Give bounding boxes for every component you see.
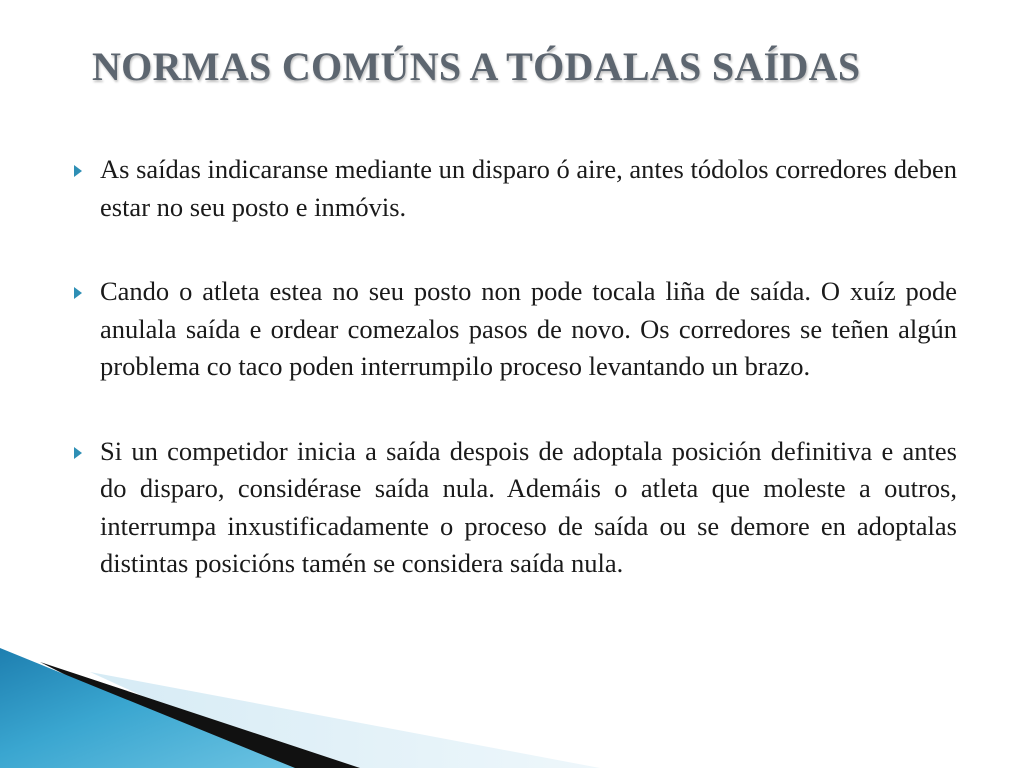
blue-band: [0, 648, 295, 768]
bullet-text: Si un competidor inicia a saída despois de adoptala posición definitiva e antes do disparo, considérase saída nula. Ademáis o atleta que moleste a outros, interrumpa inxustificadamente o proceso de saída ou se demore en adoptalas distintas posicións tamén se considera saída nula.: [100, 435, 957, 578]
bullet-item: [100, 273, 957, 386]
triangle-right-icon: [74, 287, 82, 299]
bullet-item: [100, 433, 957, 583]
bullet-list: [100, 151, 957, 630]
triangle-right-icon: [74, 447, 82, 459]
bullet-text: As saídas indicaranse mediante un disparo ó aire, antes tódolos corredores deben estar no seu posto e inmóvis.: [100, 154, 957, 222]
pale-band: [90, 672, 600, 768]
bullet-text: Cando o atleta estea no seu posto non pode tocala liña de saída. O xuíz pode anulala saída e ordear comezalos pasos de novo. Os corredores se teñen algún problema co taco poden interrumpilo proceso levantando un brazo.: [100, 276, 957, 381]
dark-band: [40, 662, 360, 768]
bullet-item: [100, 151, 957, 226]
triangle-right-icon: [74, 165, 82, 177]
slide-title: NORMAS COMÚNS A TÓDALAS SAÍDAS: [92, 44, 861, 89]
